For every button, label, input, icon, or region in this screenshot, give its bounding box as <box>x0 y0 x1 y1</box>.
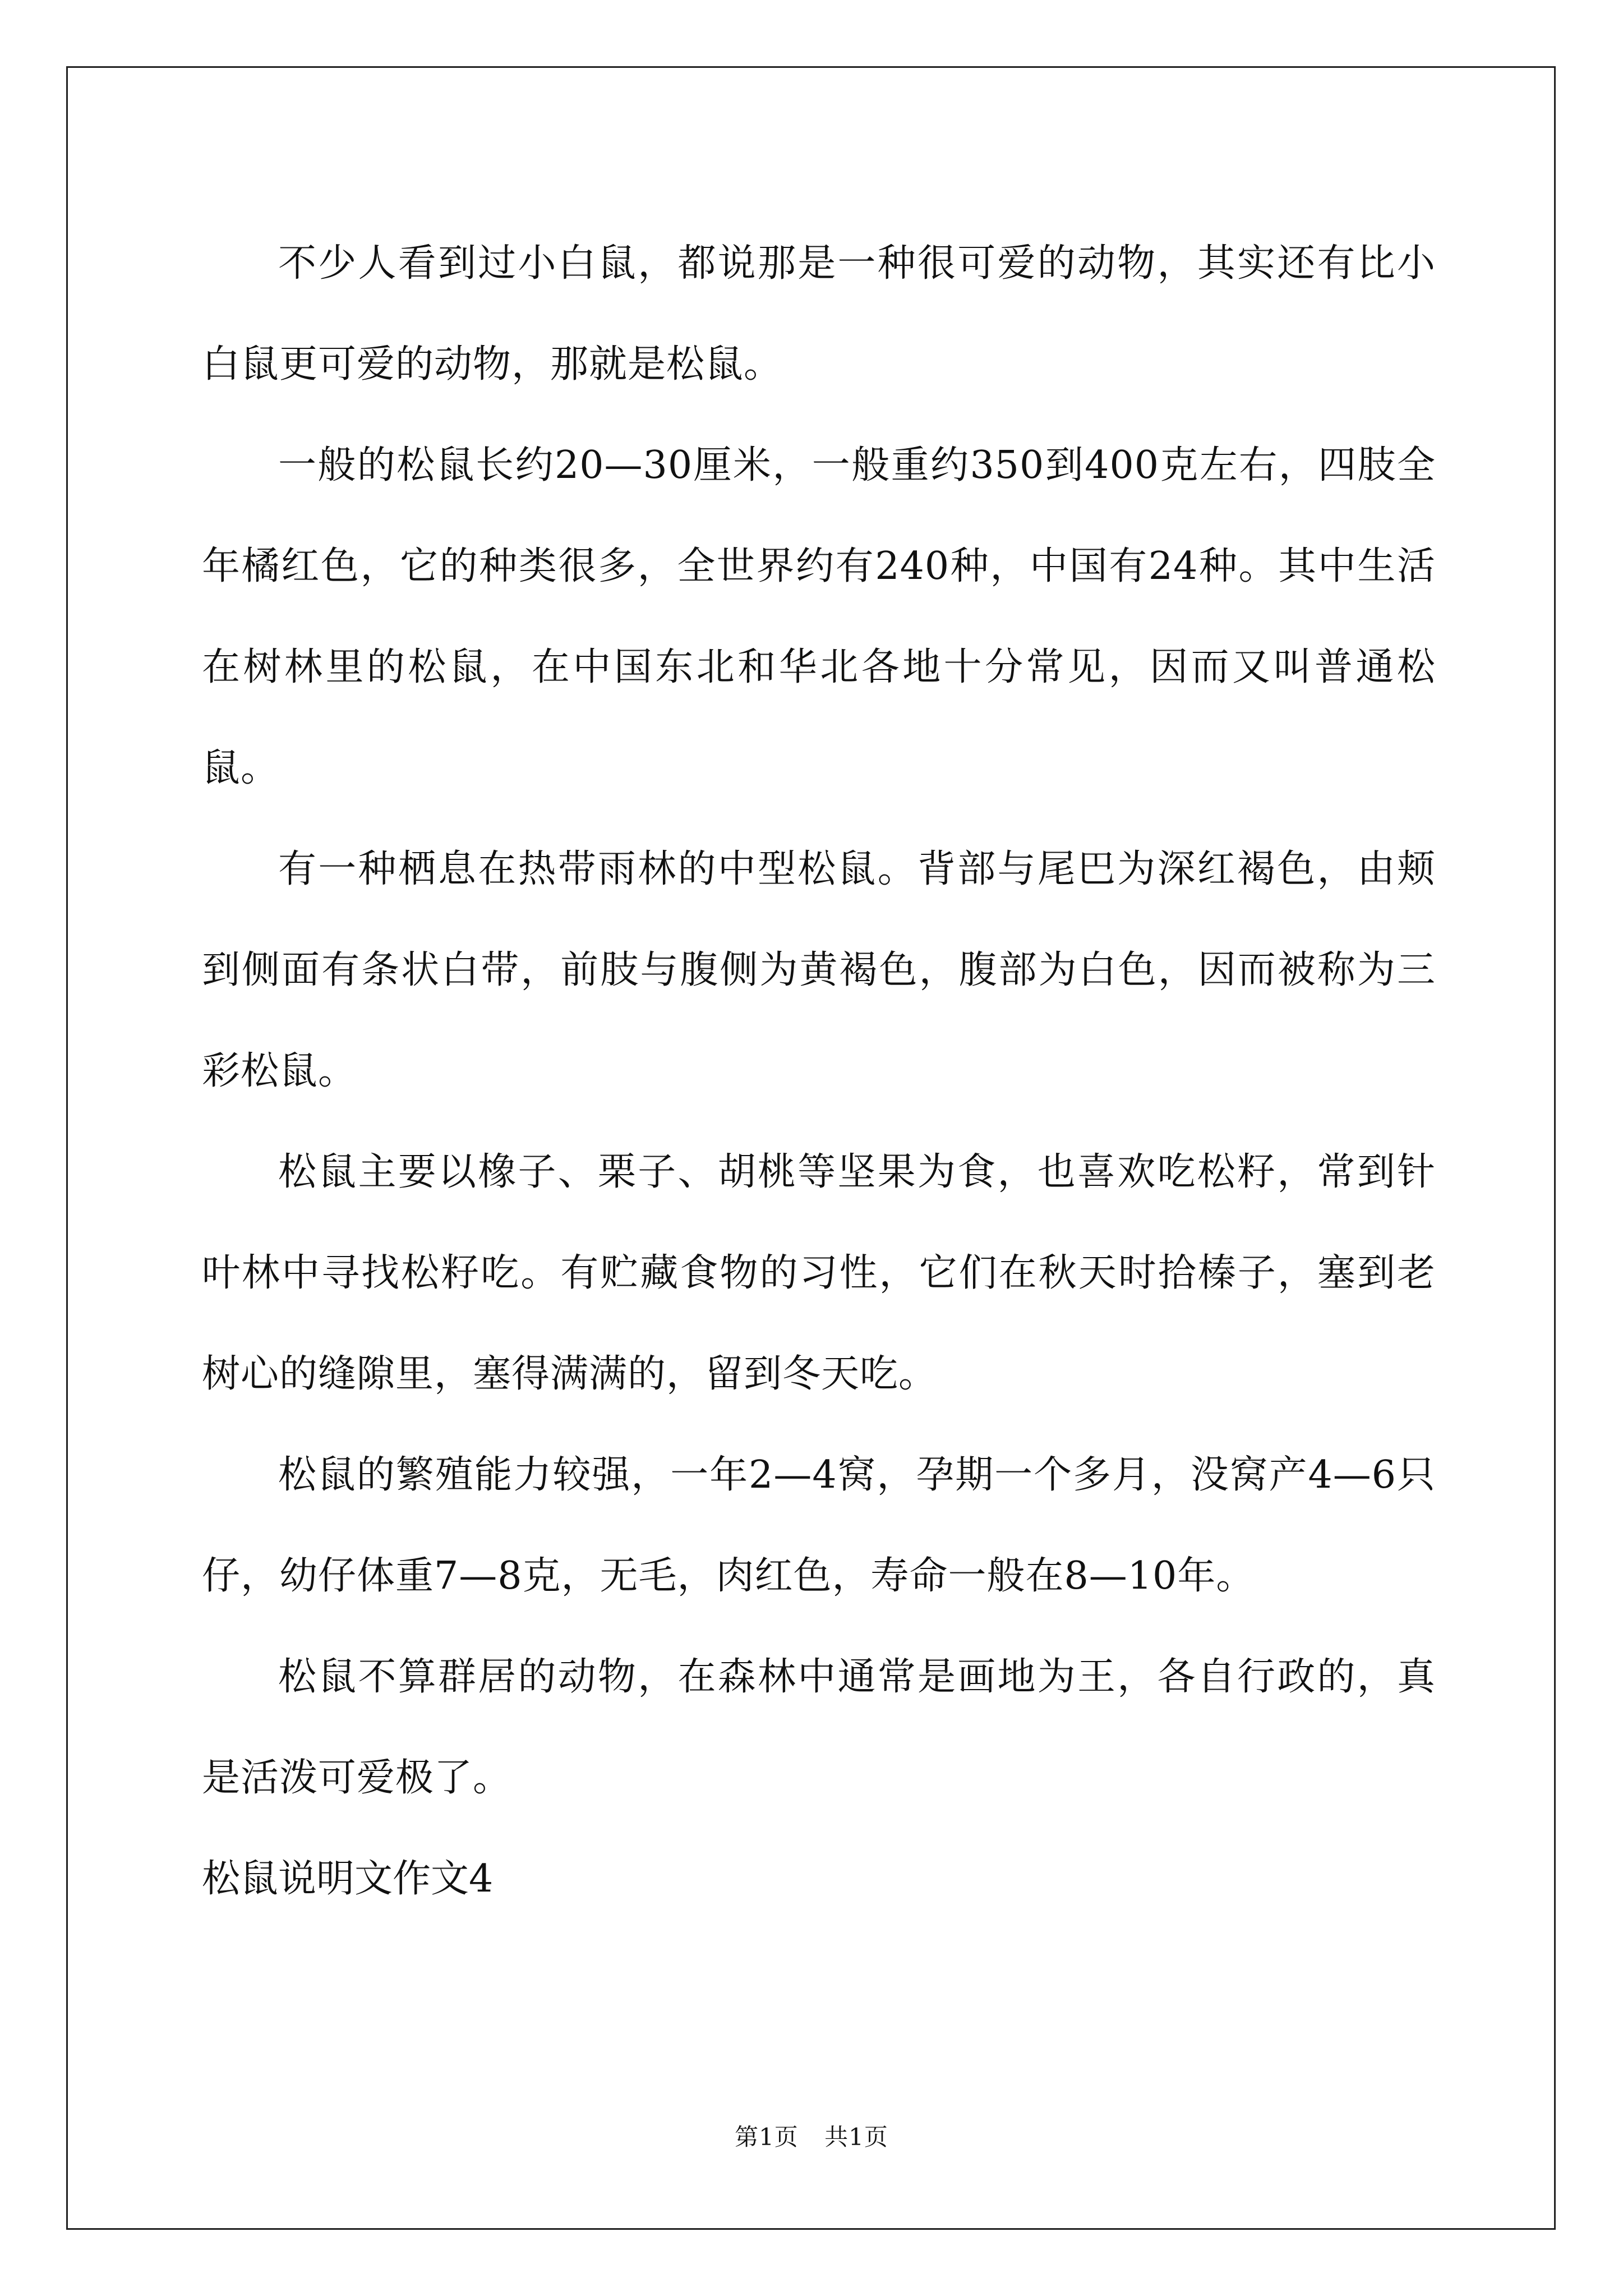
page-footer <box>0 2120 1623 2154</box>
paragraph: 松鼠不算群居的动物，在森林中通常是画地为王，各自行政的，真是活泼可爱极了。 <box>202 1655 1436 1800</box>
paragraph: 不少人看到过小白鼠，都说那是一种很可爱的动物，其实还有比小白鼠更可爱的动物，那就是松鼠。 <box>202 241 1436 386</box>
paragraph: 一般的松鼠长约20—30厘米，一般重约350到400克左右，四肢全年橘红色，它的种类很多，全世界约有240种，中国有24种。其中生活在树林里的松鼠，在中国东北和华北各地十分常见，因而又叫普通松鼠。 <box>202 443 1436 790</box>
paragraph: 有一种栖息在热带雨林的中型松鼠。背部与尾巴为深红褐色，由颊到侧面有条状白带，前肢与腹侧为黄褐色，腹部为白色，因而被称为三彩松鼠。 <box>202 847 1436 1093</box>
page-number: 第1页 <box>735 2123 799 2151</box>
page-count: 共1页 <box>824 2123 888 2151</box>
paragraph: 松鼠主要以橡子、栗子、胡桃等坚果为食，也喜欢吃松籽，常到针叶林中寻找松籽吃。有贮藏食物的习性，它们在秋天时拾榛子，塞到老树心的缝隙里，塞得满满的，留到冬天吃。 <box>202 1150 1436 1396</box>
paragraph: 松鼠的繁殖能力较强，一年2—4窝，孕期一个多月，没窝产4—6只仔，幼仔体重7—8克，无毛，肉红色，寿命一般在8—10年。 <box>202 1453 1436 1598</box>
document-body <box>202 213 1436 1930</box>
section-heading: 松鼠说明文作文4 <box>202 1857 494 1901</box>
